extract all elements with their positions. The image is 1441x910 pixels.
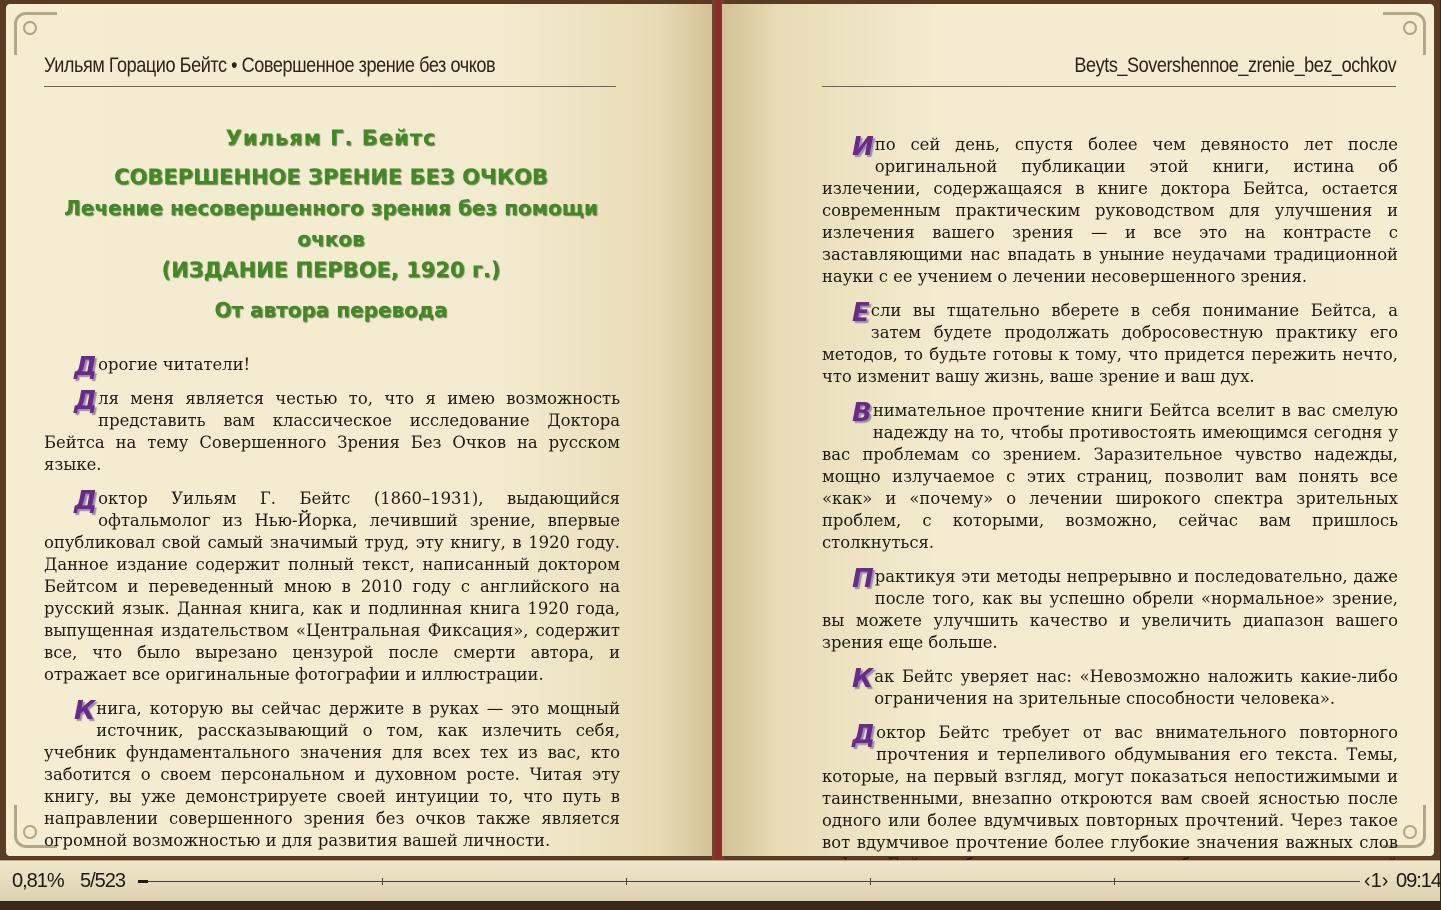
drop-cap: Д [74, 352, 98, 382]
paragraph-text: ля меня является честью то, что я имею возможность представить вам классическое исследование Доктора Бейтса на тему Совершенного Зрения Без Очков на русском языке. [44, 389, 620, 474]
page-nav-indicator[interactable]: ‹1› [1364, 870, 1389, 892]
progress-fill [138, 880, 148, 883]
paragraph [822, 566, 1398, 654]
book-edition: (ИЗДАНИЕ ПЕРВОЕ, 1920 г.) [161, 258, 501, 282]
paragraph-text: октор Уильям Г. Бейтс (1860–1931), выдающийся офтальмолог из Нью-Йорка, лечивший зрение, впервые опубликовал свой самый значимый труд, эту книгу, в 1920 году. Данное издание содержит полный текст, написанный доктором Бейтсом и переведенный мною в 2010 году с английского на русский язык. Данная книга, как и подлинная книга 1920 года, выпущенная издательством «Центральная Фиксация», содержит все, что было вырезано цензурой после смерти автора, и отражает все оригинальные фотографии и иллюстрации. [44, 489, 620, 684]
status-bar [0, 860, 1440, 901]
drop-cap: И [852, 132, 874, 162]
progress-percent: 0,81% [12, 870, 64, 892]
left-page[interactable] [6, 4, 714, 856]
paragraph [44, 388, 620, 476]
drop-cap: Е [852, 298, 870, 328]
progress-tick [1114, 878, 1115, 885]
running-head-left [44, 54, 616, 87]
right-page-text [822, 134, 1398, 910]
corner-ornament [1383, 12, 1426, 55]
drop-cap: П [852, 564, 874, 594]
drop-cap: К [74, 696, 96, 726]
left-page-text [44, 354, 620, 864]
paragraph-text: по сей день, спустя более чем девяносто лет после оригинальной публикации этой книги, истина об излечении, содержащаяся в книге доктора Бейтса, остается современным практическим руководством для улучшения и излечения вашего зрения — и все это на контрасте с заставляющими нас впадать в уныние неудачами традиционной науки с ее учением о лечении несовершенного зрения. [822, 135, 1398, 286]
paragraph-text: нимательное прочтение книги Бейтса вселит в вас смелую надежду на то, чтобы противостоять имеющимся сегодня у вас проблемам со зрением. Заразительное чувство надежды, мощно излучаемое с этих страниц, позволит вам понять все «как» и «почему» о лечении широкого спектра зрительных проблем, с которыми, возможно, сейчас вам пришлось столкнуться. [822, 401, 1398, 552]
section-heading: От автора перевода [214, 298, 448, 322]
paragraph [44, 698, 620, 852]
paragraph [822, 134, 1398, 288]
paragraph-text: октор Бейтс требует от вас внимательного повторного прочтения и терпеливого обдумывания его текста. Темы, которые, на первый взгляд, могут показаться непостижимыми и таинственными, внезапно откроются вам своей ясностью после одного или более вдумчивых повторных прочтений. Через такое вот вдумчивое прочтение более глубокие значения важных слов [822, 723, 1398, 852]
page-counter[interactable]: 5/523 [80, 870, 126, 892]
paragraph [822, 400, 1398, 554]
progress-tick [626, 878, 627, 885]
drop-cap: Д [74, 386, 98, 416]
book-title: СОВЕРШЕННОЕ ЗРЕНИЕ БЕЗ ОЧКОВ [114, 165, 548, 189]
progress-tick [382, 878, 383, 885]
drop-cap: Д [74, 486, 98, 516]
book-author: Уильям Г. Бейтс [225, 126, 437, 150]
running-head-right [822, 54, 1396, 87]
paragraph-text: сли вы тщательно вберете в себя понимание Бейтса, а затем будете продолжать добросовестную практику его методов, то будьте готовы к тому, что придется пережить нечто, что изменит вашу жизнь, ваше зрение и ваш дух. [822, 301, 1398, 386]
paragraph [822, 300, 1398, 388]
drop-cap: Д [852, 720, 876, 750]
paragraph-text: рактикуя эти методы непрерывно и последовательно, даже после того, как вы успешно обрели «нормальное» зрение, вы можете улучшить качество и увеличить диапазон вашего зрения еще больше. [822, 567, 1398, 652]
progress-tick [870, 878, 871, 885]
running-head-text: Уильям Горацио Бейтс • Совершенное зрение без очков [44, 54, 496, 77]
paragraph [44, 488, 620, 686]
paragraph-text: ак Бейтс уверяет нас: «Невозможно наложить какие-либо ограничения на зрительные способности человека». [874, 667, 1398, 708]
drop-cap: В [852, 398, 872, 428]
clock: 09:14 [1396, 870, 1441, 892]
corner-ornament [14, 12, 57, 55]
running-head-text: Beyts_Sovershennoe_zrenie_bez_ochkov [1074, 54, 1396, 77]
paragraph-text: нига, которую вы сейчас держите в руках — это мощный источник, рассказывающий о том, как излечить себя, учебник фундаментального значения для всех тех из вас, кто заботится о своем персональном и духовном росте. Читая эту книгу, вы уже демонстрируете своей интуиции то, что путь в направлении совершенного зрения без очков также является огромной возможностью и для развития вашей личности. [44, 699, 620, 850]
paragraph [822, 666, 1398, 710]
book-subtitle: Лечение несовершенного зрения без помощи очков [64, 196, 598, 251]
right-page[interactable] [722, 4, 1434, 856]
progress-bar[interactable] [138, 881, 1360, 882]
drop-cap: К [852, 664, 874, 694]
paragraph [44, 352, 620, 382]
title-block [44, 126, 618, 322]
paragraph-text: орогие читатели! [98, 355, 251, 374]
